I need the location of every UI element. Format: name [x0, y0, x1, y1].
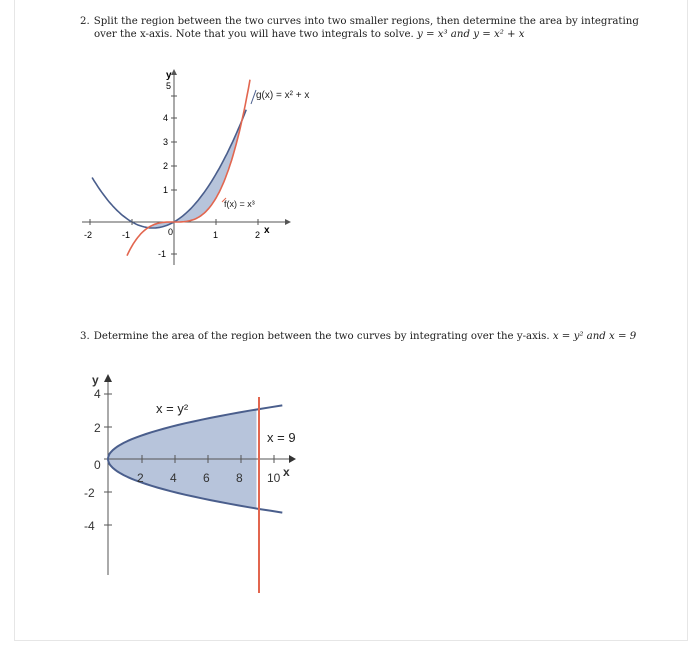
graph-1-ytick-1: 1: [163, 185, 169, 195]
graph-1-y-arrow: [171, 69, 177, 75]
graph-1-xtick-0: 0: [168, 227, 174, 237]
graph-1-xtick-neg1: -1: [122, 230, 131, 240]
graph-2-x-label: x: [283, 465, 290, 479]
graph-1-ytick-2: 2: [163, 161, 169, 171]
problem-3-number: 3.: [80, 331, 90, 342]
graph-2-ytick-4: 4: [94, 387, 101, 401]
graph-2-ytick-0: 0: [94, 458, 101, 472]
graph-2-x-arrow: [289, 455, 296, 463]
graph-1-ytick-5: 5: [166, 81, 172, 91]
graph-1-f-label: f(x) = x³: [224, 199, 255, 209]
graph-2-line-label: x = 9: [267, 430, 296, 445]
graph-2-parabola-label: x = y²: [156, 401, 189, 416]
graph-1: [0, 60, 700, 290]
graph-1-g-label: g(x) = x² + x: [256, 90, 310, 101]
problem-3-equations: x = y² and x = 9: [552, 331, 637, 342]
graph-2: [0, 365, 700, 605]
graph-2-xtick-4: 4: [170, 471, 177, 485]
problem-2-line2: over the x-axis. Note that you will have two integrals to solve.: [94, 29, 414, 40]
graph-1-ytick-neg1: -1: [158, 249, 167, 259]
graph-1-x-label: x: [264, 225, 270, 236]
problem-2-text: [80, 15, 640, 41]
problem-2-equations: y = x³ and y = x² + x: [416, 29, 525, 40]
graph-1-f-curve: [127, 80, 250, 256]
graph-2-ytick-neg4: -4: [84, 519, 95, 533]
graph-2-ytick-2: 2: [94, 421, 101, 435]
problem-3-line1: Determine the area of the region between the two curves by integrating over the y-axis.: [93, 331, 550, 342]
graph-2-xtick-8: 8: [236, 471, 243, 485]
graph-2-xtick-10: 10: [267, 471, 281, 485]
graph-2-xtick-2: 2: [137, 471, 144, 485]
problem-2-number: 2.: [80, 16, 90, 27]
graph-1-ytick-4: 4: [163, 113, 169, 123]
graph-1-y-label: y: [166, 70, 172, 81]
graph-1-xtick-1: 1: [213, 230, 219, 240]
graph-1-x-arrow: [285, 219, 291, 225]
graph-2-y-arrow: [104, 374, 112, 382]
graph-1-xtick-neg2: -2: [84, 230, 93, 240]
graph-2-ytick-neg2: -2: [84, 486, 95, 500]
graph-2-y-label: y: [92, 373, 99, 387]
problem-2-line1: Split the region between the two curves into two smaller regions, then determine the area by integrating: [93, 16, 639, 27]
graph-2-xtick-6: 6: [203, 471, 210, 485]
graph-1-xtick-2: 2: [255, 230, 261, 240]
problem-3-text: [80, 330, 640, 343]
graph-1-ytick-3: 3: [163, 137, 169, 147]
